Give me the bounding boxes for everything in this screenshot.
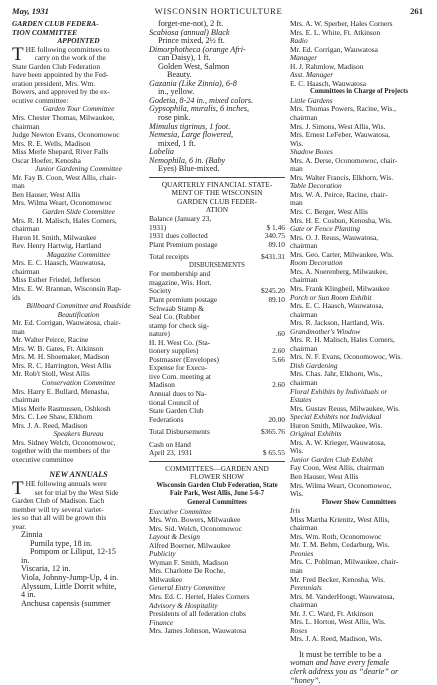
ledger-row [149, 330, 285, 339]
text-line: chairman [12, 122, 40, 131]
drop-cap-rest: HE following annuals were [25, 478, 107, 488]
section-subheading: Radio [290, 37, 308, 46]
section-subheading: Junior Gardening Committee [35, 165, 122, 174]
ledger-label: Total Disbursements [149, 427, 210, 437]
section-subheading: Original Exhibits [290, 430, 342, 439]
ledger-label: Federations [149, 414, 184, 424]
text-line: Alyssum, Little Dorrit white, [21, 582, 117, 591]
section-subheading: Iris [290, 507, 301, 516]
section-subheading: Nemesia, Large flowered, [149, 131, 233, 140]
text-line: Mrs. Sidney Welch, Oconomowoc, [12, 438, 116, 447]
text-line: ids [12, 293, 21, 302]
text-line: Mr. Walter Peirce, Racine [12, 336, 89, 345]
text-line: E. C. Haasch, Wauwatosa [290, 79, 367, 88]
section-subheading: Publicity [149, 550, 176, 559]
text-line: Milwaukee [149, 575, 183, 584]
text-line: Eyes) Blue-mixed. [158, 165, 220, 174]
column-right [290, 20, 428, 685]
ledger-row [149, 449, 285, 458]
section-subheading: Magazine Committee [46, 250, 110, 259]
section-subheading: Grandmother's Window [290, 327, 361, 336]
text-line: magazine, Wis. Hort. [149, 278, 212, 287]
text-line: chairman [290, 242, 318, 251]
section-subheading: Room Decoration [290, 259, 343, 268]
text-line: chairman [290, 276, 318, 285]
text-line: carry on the work of the [34, 54, 106, 63]
text-line: Mrs. Gustav Reuss, Milwaukee, Wis. [290, 404, 401, 413]
text-line: Pumila type, 18 in. [30, 539, 93, 548]
page-number: 261 [410, 6, 423, 16]
ledger-row [149, 381, 285, 390]
ledger-amount: 89.10 [268, 294, 285, 304]
text-line: State Garden Club Federation [12, 62, 101, 71]
section-subheading: Conservation Committee [41, 378, 116, 387]
section-subheading: Nemophila, 6 in. (Baby [149, 156, 226, 165]
text-line: Mrs. A. W. Sperber, Hales Corners [290, 20, 393, 28]
ledger-amount: 340.75 [264, 231, 285, 241]
ledger-label: tionery supplies) [149, 346, 199, 356]
text-line: Mrs. E. C. Haasch, Wauwatosa, [12, 259, 106, 268]
ledger-amount: 5.66 [272, 354, 285, 364]
section-subheading: Lobelia [149, 148, 175, 157]
section-subheading: Gate or Fence Planting [290, 225, 360, 234]
text-line: Garden Club of Madison. Each [12, 497, 105, 506]
article-heading: APPOINTED [57, 37, 100, 46]
text-line: Bowers, and approved by the ex- [12, 88, 110, 97]
text-line: Judge Newton Evans, Oconomowoc [12, 131, 120, 140]
section-subheading: Beautification [57, 310, 100, 319]
section-subheading: Estates [290, 396, 312, 405]
ledger-amount: 89.10 [268, 239, 285, 249]
article-heading: TION COMMITTEE [12, 28, 78, 37]
section-subheading: Speakers Bureau [53, 430, 104, 439]
text-line: Schwaab Stamp & [149, 304, 205, 313]
text-line: DISBURSEMENTS [189, 261, 245, 269]
text-line: Miss Esther Friedel, Jefferson [12, 276, 101, 285]
text-line: ies so that all will be grown this [12, 514, 107, 523]
text-line: Viola, Johnny-Jump-Up, 4 in. [21, 574, 119, 582]
text-line: chairman [290, 524, 318, 533]
text-line: in. [21, 556, 30, 565]
text-line: Flower Show Committees [321, 498, 397, 506]
ledger-label: 1931) [149, 222, 167, 232]
section-subheading: Gypsophila, muralis, 6 inches, [149, 105, 250, 114]
text-line: Mr. Fay B. Coon, West Allis, chair- [12, 173, 117, 182]
text-line: forget-me-not), 2 ft. [158, 20, 224, 28]
text-line: Ben Hauser, West Allis [290, 472, 359, 481]
text-line: Expense for Execu- [149, 364, 208, 373]
text-line: Anchusa capensis (summer [21, 599, 111, 608]
ledger-amount: $245.20 [260, 286, 285, 296]
section-subheading: “honey”. [290, 676, 321, 685]
text-line: set for trial by the West Side [34, 488, 119, 497]
text-line: Mrs. Chester Thomas, Milwaukee, [12, 114, 115, 123]
text-line: mixed, 1 ft. [158, 139, 196, 148]
section-subheading: Garden Tour Committee [42, 105, 115, 114]
text-line: together with the members of the [12, 447, 110, 456]
section-subheading: Executive Committee [149, 507, 212, 516]
text-line: man [290, 567, 303, 575]
text-line: year. [12, 522, 27, 531]
text-line: chairman [290, 601, 318, 610]
spacer [12, 464, 145, 471]
ledger-label: Total receipts [149, 252, 189, 262]
text-line: Mrs. C. Pohlman, Milwaukee, chair- [290, 558, 399, 567]
text-line: It must be terrible to be a [299, 650, 382, 659]
text-line: rose pink. [158, 114, 191, 123]
text-line: ATION [205, 206, 229, 215]
ledger-amount: 2.60 [272, 380, 285, 390]
section-subheading: Dish Gardening [290, 361, 338, 370]
text-line: Mr. Ed. Corrigan, Wauwatosa [290, 45, 378, 54]
ledger-row [149, 356, 285, 365]
publication-title: WISCONSIN HORTICULTURE [154, 6, 283, 16]
text-line: Mrs. E. C. Haasch, Wauwatosa, [290, 302, 384, 311]
column-left [12, 20, 145, 608]
text-line: Zinnia [21, 531, 43, 540]
text-line: Mr. T. M. Behm, Cedarburg, Wis. [290, 541, 390, 550]
issue-date: May, 1931 [12, 6, 49, 16]
text-line: Mrs. A. W. Krieger, Wauwatosa, [290, 438, 386, 447]
section-subheading: Gazania (Like Zinnia), 6-8 [149, 79, 237, 88]
text-line: Viscaria, 12 in. [21, 565, 71, 574]
ledger-label: Plant Premium postage [149, 239, 218, 249]
text-line: Mrs. J. A. Reed, Madison, Wis. [290, 635, 383, 644]
text-line: chairman [290, 344, 318, 353]
text-line: Seal Co. (Rubber [149, 313, 201, 322]
text-line: COMMITTEES—GARDEN AND [165, 464, 269, 473]
section-subheading: Godetia, 8-24 in., mixed colors. [149, 96, 254, 105]
section-subheading: Billboard Committee and Roadside [26, 302, 131, 311]
text-line: chairman [12, 396, 40, 405]
text-line: tional Council of [149, 398, 200, 407]
text-line: Mrs. Thomas Powers, Racine, Wis., [290, 105, 396, 114]
text-line: man [12, 327, 25, 336]
spacer [290, 644, 428, 651]
text-line: State Garden Club [149, 407, 204, 416]
ledger-amount: $365.76 [260, 427, 285, 437]
text-line: Mrs. Wm. Bowers, Milwaukee [149, 516, 241, 525]
article-heading: NEW ANNUALS [49, 471, 108, 480]
ledger-label: nature) [149, 329, 170, 339]
divider-rule [149, 461, 285, 462]
ledger-row [149, 428, 285, 437]
text-line: man [290, 199, 303, 208]
section-subheading: Mimulus tigrinus, 1 foot. [149, 122, 231, 131]
text-line: H. J. Rahmlow, Madison [290, 62, 364, 71]
ledger-amount: $ 1.46 [266, 222, 285, 232]
text-line: Mrs. C. Berger, West Allis [290, 208, 368, 217]
text-line: Fair Park, West Allis, June 5-6-7 [169, 490, 265, 498]
section-subheading: Junior Garden Club Exhibit [290, 455, 373, 464]
text-line: in., yellow. [158, 88, 195, 97]
section-subheading: Shadow Boxes [290, 148, 333, 157]
ledger-amount: .60 [275, 329, 285, 339]
ledger-label: 1931 dues collected [149, 231, 208, 241]
divider-rule [149, 177, 285, 178]
ledger-label: Balance (January 23, [149, 214, 212, 224]
text-line: Mrs. R. C. Harrington, West Allis [12, 361, 112, 370]
text-line: Mrs. Chas. Jahr, Elkhorn, Wis., [290, 370, 383, 379]
text-line: Committees in Charge of Projects [309, 88, 409, 96]
ledger-row [149, 416, 285, 425]
text-line: Mrs. Wilma Weart, Oconomowoc [12, 199, 112, 208]
text-line: 4 in. [21, 591, 36, 600]
ledger-row [149, 296, 285, 305]
text-line: Mrs. M. VanderHoogt, Wauwatosa, [290, 592, 395, 601]
section-subheading: Scabiosa (annual) Black [149, 28, 230, 37]
column-middle [149, 20, 285, 636]
text-line: Mrs. H. E. Cosbun, Kenosha, Wis. [290, 216, 393, 225]
ledger-label: Society [149, 286, 172, 296]
text-line: Mrs. J. A. Reed, Madison [12, 421, 88, 430]
text-line: Wyman F. Smith, Madison [149, 558, 229, 567]
text-line: chairman [12, 225, 40, 234]
text-line: Alfred Boerner, Milwaukee [149, 541, 231, 550]
text-line: Beauty. [167, 71, 192, 80]
text-line: Mrs. R. H. Malisch, Hales Corners, [290, 336, 395, 345]
text-line: Cash on Hand [149, 440, 191, 449]
text-line: Miss Merle Rasmussen, Oshkosh [12, 404, 111, 413]
text-line: Mrs. L. Horton, West Allis, Wis. [290, 618, 386, 627]
ledger-amount: $ 65.55 [262, 448, 285, 458]
text-line: Rev. Henry Hartwig, Hartland [12, 242, 102, 251]
text-line: QUARTERLY FINANCIAL STATE- [161, 180, 273, 189]
text-line: Presidents of all federation clubs [149, 610, 246, 619]
section-subheading: Little Gardens [290, 96, 333, 105]
text-line: H. H. West Co. (Sta- [149, 338, 211, 347]
text-line: Huron Smith, Milwaukee, Wis. [290, 421, 383, 430]
drop-cap-rest: HE following committees to [25, 44, 110, 54]
text-line: Mrs. A. Derse, Oconomowoc, chair- [290, 156, 398, 165]
text-line: Mrs. Wm. Roth, Oconomowoc [290, 532, 382, 541]
section-subheading: Floral Exhibits by Individuals or [290, 387, 388, 396]
ledger-label: Plant premium postage [149, 294, 218, 304]
text-line: Mrs. James Johnson, Wauwatosa [149, 627, 247, 636]
text-line: man [290, 165, 303, 174]
section-subheading: Manager [290, 54, 318, 63]
text-line: can Daisy), 1 ft. [158, 54, 211, 63]
section-subheading: Special Exhibits not Individual [290, 413, 382, 422]
text-line: Wis. [290, 139, 304, 148]
text-line: Mrs. Charlotte De Roche, [149, 567, 226, 576]
text-line: Mrs. Frank Klingbeil, Milwaukee [290, 284, 390, 293]
text-line: Oscar Hoefer, Kenosha [12, 156, 81, 165]
text-line: Mrs. R. Jackson, Hartland, Wis. [290, 319, 385, 328]
section-subheading: Table Decoration [290, 182, 342, 191]
text-line: Mrs. R. H. Malisch, Hales Corners, [12, 216, 117, 225]
text-line: Mrs. O. J. Reuss, Wauwatosa, [290, 233, 379, 242]
text-line: chairman [290, 378, 318, 387]
text-line: Mrs. M. H. Shoemaker, Madison [12, 353, 110, 362]
text-line: General Committees [187, 498, 247, 506]
text-line: Mrs. N. F. Evans, Oconomowoc, Wis. [290, 353, 403, 362]
text-line: Mrs. Harry E. Bullard, Menasha, [12, 387, 110, 396]
text-line: Pompom or Liliput, 12-15 [30, 548, 116, 557]
text-line: Mrs. Ed. C. Hertel, Hales Corners [149, 593, 250, 601]
text-line: Mrs. Sid. Welch, Oconomowoc [149, 524, 242, 533]
text-line: chairman [12, 267, 40, 276]
text-line: Mrs. R. E. Wells, Madison [12, 139, 91, 148]
text-line: Mr. Fred Becker, Kenosha, Wis. [290, 575, 385, 584]
section-subheading: General Entry Committee [149, 584, 226, 593]
article-heading: GARDEN CLUB FEDERA- [12, 20, 99, 28]
text-line: chairman [290, 114, 318, 123]
text-line: stamp for check sig- [149, 321, 210, 330]
text-line: Mrs. W. B. Gates, Ft. Atkinson [12, 344, 104, 353]
text-line: Mrs. C. Lee Shaw, Elkhorn [12, 413, 93, 422]
ledger-row [149, 253, 285, 262]
section-subheading: Layout & Design [149, 533, 200, 542]
text-line: Mrs. A. Noerenberg, Milwaukee, [290, 267, 388, 276]
ledger-amount: $431.31 [260, 252, 285, 262]
ledger-label: Madison [149, 380, 175, 390]
text-line: Wisconsin Garden Club Federation, State [156, 481, 278, 489]
text-line: Mrs. W. A. Peirce, Racine, chair- [290, 190, 388, 199]
ledger-row [149, 215, 285, 224]
text-line: Miss Martha Krienitz, West Allis, [290, 515, 390, 524]
text-line: Mrs. Walter Francis, Elkhorn, Wis. [290, 173, 394, 182]
section-subheading: Finance [149, 618, 174, 627]
text-line: have been appointed by the Fed- [12, 71, 109, 80]
text-line: MENT OF THE WISCONSIN [171, 189, 263, 198]
text-line: Prince mixed, 2½ ft. [158, 37, 225, 46]
text-line: Wis. [290, 490, 304, 499]
ledger-amount: 20.00 [268, 414, 285, 424]
section-subheading: Asst. Manager [290, 71, 334, 80]
text-line: Mrs. Geo. Carter, Milwaukee, Wis. [290, 250, 394, 259]
section-subheading: Roses [290, 626, 308, 635]
text-line: For membership and [149, 270, 211, 279]
ledger-label: April 23, 1931 [149, 448, 193, 458]
text-line: eration president, Mrs. Wm. [12, 79, 96, 88]
section-subheading: Advisory & Hospitality [149, 601, 218, 610]
text-line: executive committee [12, 455, 74, 464]
text-line: GARDEN CLUB FEDER- [176, 197, 258, 206]
text-line: Fay Coon, West Allis, chairman [290, 464, 385, 473]
text-line: chairman [290, 310, 318, 319]
section-subheading: Perennials [290, 584, 322, 593]
section-subheading: Peonies [290, 549, 314, 558]
section-subheading: Porch or Sun Room Exhibit [290, 293, 372, 302]
running-header [0, 6, 437, 18]
text-line: Golden West, Salmon [158, 62, 230, 71]
section-subheading: Dimorphotheca (orange Afri- [149, 45, 246, 54]
text-line: Huron H. Smith, Milwaukee [12, 233, 97, 242]
text-line: member will try several variet- [12, 505, 104, 514]
text-line: FLOWER SHOW [190, 473, 244, 482]
text-line: tive Com. meeting at [149, 372, 211, 381]
drop-cap: T [12, 477, 24, 499]
section-subheading: woman and have every female [290, 659, 390, 668]
text-line: Wis. [290, 447, 304, 456]
text-line: Mrs. Ernest LeFeber, Wauwatosa, [290, 131, 390, 140]
text-line: Miss Merle Shepard, River Falls [12, 148, 109, 157]
section-subheading: clerk address you as “dearie” or [290, 668, 399, 677]
text-line: man [12, 182, 25, 191]
text-line: Mr. Rob't Stoll, West Allis [12, 370, 90, 379]
text-line: Mrs. Wilma Weart, Oconomowoc, [290, 481, 392, 490]
text-line: Mrs. E. W. Brannan, Wisconsin Rap- [12, 284, 122, 293]
ledger-label: Postmaster (Envelopes) [149, 354, 219, 364]
text-line: Mr. Ed. Corrigan, Wauwatosa, chair- [12, 319, 121, 328]
text-line: Annual dues to Na- [149, 389, 207, 398]
text-line: Mrs. J. Simons, West Allis, Wis. [290, 122, 386, 131]
text-line: ecutive committee: [12, 96, 69, 105]
ledger-amount: 2.60 [272, 346, 285, 356]
drop-cap: T [12, 43, 24, 65]
section-subheading: Garden Slide Committee [42, 208, 115, 217]
text-line: Mr. J. C. Ward, Ft. Atkinson [290, 609, 374, 618]
text-line: Mrs. E. L. White, Ft. Atkinson [290, 28, 381, 37]
ledger-row [149, 241, 285, 250]
text-line: Ben Hauser, West Allis [12, 190, 81, 199]
